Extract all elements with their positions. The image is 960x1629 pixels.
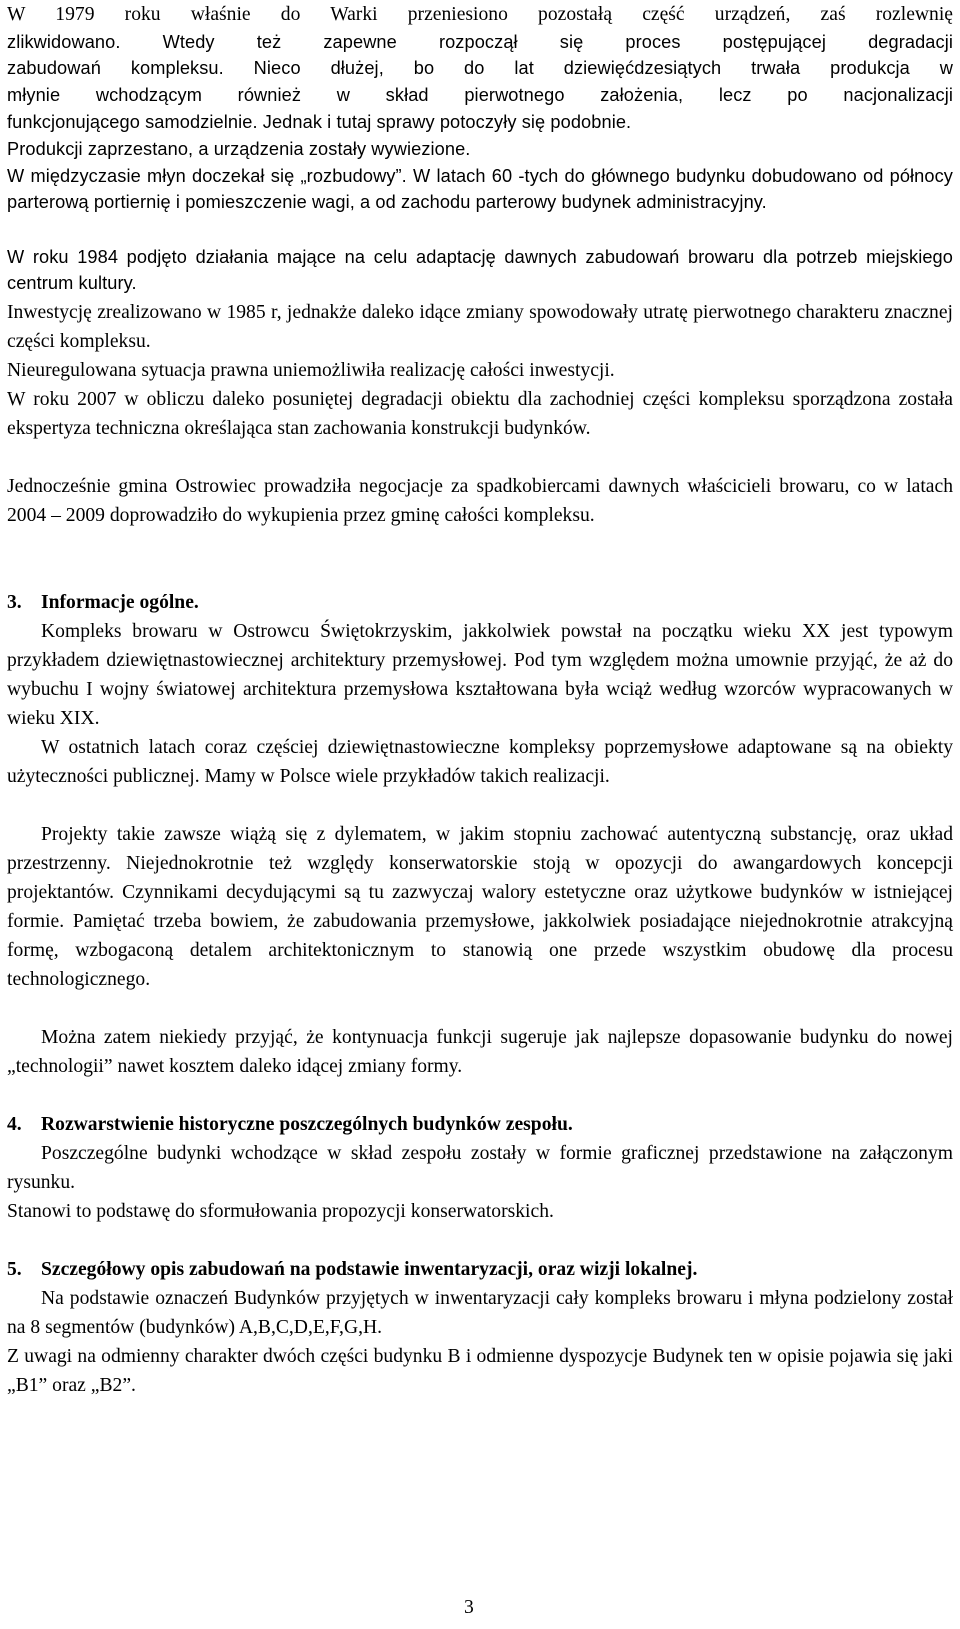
section-3-paragraph-3: Projekty takie zawsze wiążą się z dylematem, w jakim stopniu zachować autentyczną substancję, oraz układ przestrzenny. Niejednokrotnie też względy konserwatorskie stoją w opozycji do awangardowych koncepcji projektantów. Czynnikami decydującymi są tu zazwyczaj walory estetyczne oraz użytkowe budynków w istniejącej formie. Pamiętać trzeba bowiem, że zabudowania przemysłowe, jakkolwiek posiadające niejednokrotnie atrakcyjną formę, wzbogaconą detalem architektonicznym to stanowią one przede wszystkim obudowę dla procesu technologicznego.: [7, 824, 953, 990]
history-paragraph-8: Jednocześnie gmina Ostrowiec prowadziła negocjacje za spadkobiercami dawnych właścicieli browaru, co w latach 2004 – 2009 doprowadziło do wykupienia przez gminę całości kompleksu.: [7, 476, 953, 526]
history-paragraph-6: Nieuregulowana sytuacja prawna uniemożliwiła realizację całości inwestycji.: [7, 360, 615, 381]
history-paragraph-5: Inwestycję zrealizowano w 1985 r, jednakże daleko idące zmiany spowodowały utratę pierwotnego charakteru znacznej części kompleksu.: [7, 302, 953, 352]
history-line-5: funkcjonującego samodzielnie. Jednak i tutaj sprawy potoczyły się podobnie.: [7, 112, 632, 132]
section-5-heading: [7, 1255, 953, 1284]
history-paragraph-7: W roku 2007 w obliczu daleko posuniętej degradacji obiektu dla zachodniej części kompleksu sporządzona została ekspertyza techniczna określająca stan zachowania konstrukcji budynków.: [7, 389, 953, 439]
section-5-paragraph-1: Na podstawie oznaczeń Budynków przyjętych w inwentaryzacji cały kompleks browaru i młyna podzielony został na 8 segmentów (budynków) A,B,C,D,E,F,G,H.: [7, 1288, 953, 1338]
history-line-2: zlikwidowano. Wtedy też zapewne rozpoczął się proces postępującej degradacji: [7, 32, 953, 52]
history-paragraph-4: W roku 1984 podjęto działania mające na celu adaptację dawnych zabudowań browaru dla potrzeb miejskiego centrum kultury.: [7, 247, 953, 293]
section-4-heading: [7, 1110, 953, 1139]
section-3-heading: [7, 588, 953, 617]
page-number: 3: [464, 1597, 474, 1618]
history-paragraph-2: Produkcji zaprzestano, a urządzenia zostały wywiezione.: [7, 139, 471, 159]
history-line-3: zabudowań kompleksu. Nieco dłużej, bo do lat dziewięćdzesiątych trwała produkcja w: [7, 58, 953, 78]
history-line-1: W 1979 roku właśnie do Warki przeniesiono pozostałą część urządzeń, zaś rozlewnię: [7, 4, 953, 25]
section-4-paragraph-2: Stanowi to podstawę do sformułowania propozycji konserwatorskich.: [7, 1201, 554, 1222]
section-4-number: 4.: [7, 1114, 22, 1135]
section-4-paragraph-1: Poszczególne budynki wchodzące w skład zespołu zostały w formie graficznej przedstawione na załączonym rysunku.: [7, 1143, 953, 1193]
section-5-paragraph-2: Z uwagi na odmienny charakter dwóch części budynku B i odmienne dyspozycje Budynek ten w opisie pojawia się jaki „B1” oraz „B2”.: [7, 1346, 953, 1396]
section-3-number: 3.: [7, 592, 22, 613]
section-5-number: 5.: [7, 1259, 22, 1280]
history-line-4: młynie wchodzącym również w skład pierwotnego założenia, lecz po nacjonalizacji: [7, 85, 953, 105]
section-3-paragraph-4: Można zatem niekiedy przyjąć, że kontynuacja funkcji sugeruje jak najlepsze dopasowanie budynku do nowej „technologii” nawet kosztem daleko idącej zmiany formy.: [7, 1027, 953, 1077]
section-3-paragraph-2: W ostatnich latach coraz częściej dziewiętnastowieczne kompleksy poprzemysłowe adaptowane są na obiekty użyteczności publicznej. Mamy w Polsce wiele przykładów takich realizacji.: [7, 737, 953, 787]
section-4-title: Rozwarstwienie historyczne poszczególnych budynków zespołu.: [41, 1114, 573, 1135]
section-3-paragraph-1: Kompleks browaru w Ostrowcu Świętokrzyskim, jakkolwiek powstał na początku wieku XX jest typowym przykładem dziewiętnastowiecznej architektury przemysłowej. Pod tym względem można umownie przyjąć, że aż do wybuchu I wojny światowej architektura przemysłowa kształtowana była wciąż według wzorców wypracowanych w wieku XIX.: [7, 621, 953, 729]
section-5-title: Szczegółowy opis zabudowań na podstawie inwentaryzacji, oraz wizji lokalnej.: [41, 1259, 698, 1280]
history-paragraph-3: W międzyczasie młyn doczekał się „rozbudowy”. W latach 60 -tych do głównego budynku dobudowano od północy parterową portiernię i pomieszczenie wagi, a od zachodu parterowy budynek administracyjny.: [7, 166, 953, 212]
section-3-title: Informacje ogólne.: [41, 592, 199, 613]
